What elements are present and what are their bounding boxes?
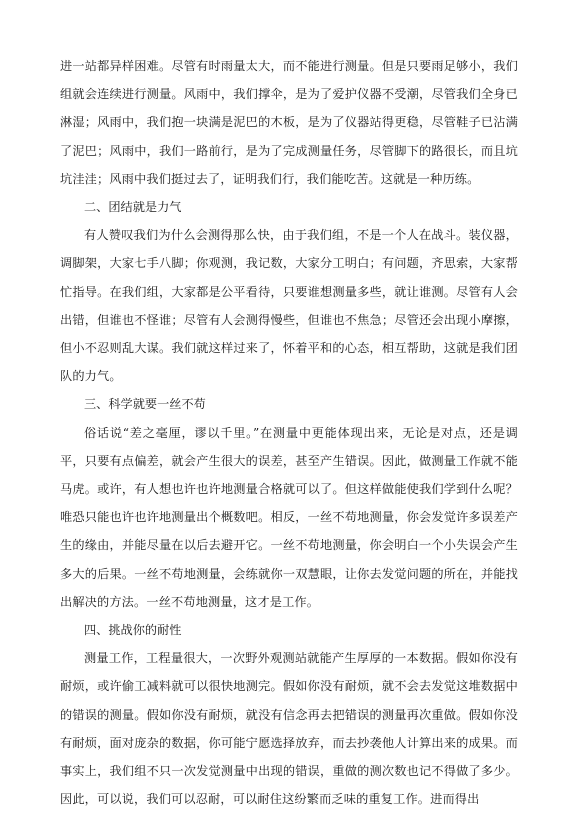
paragraph-rain-experience: 进一站都异样困难。尽管有时雨量太大，而不能进行测量。但是只要雨足够小，我们组就会连续进行测量。风雨中，我们撑伞，是为了爱护仪器不受潮，尽管我们全身已淋湿；风雨中，我们抱一块满是泥巴的木板，是为了仪器站得更稳，尽管鞋子已沾满了泥巴；风雨中，我们一路前行，是为了完成测量任务，尽管脚下的路很长，而且坑坑洼洼；风雨中我们挺过去了，证明我们行，我们能吃苦。这就是一种历练。 [60,59,518,186]
document-page [60,52,518,813]
paragraph-meticulous: 俗话说“差之毫厘，谬以千里。”在测量中更能体现出来，无论是对点，还是调平，只要有点偏差，就会产生很大的误差，甚至产生错误。因此，做测量工作就不能马虎。或许，有人想也许也许地测量合格就可以了。但这样做能使我们学到什么呢？唯恐只能也许也许地测量出个概数吧。相反，一丝不苟地测量，你会发觉许多误差产生的缘由，并能尽量在以后去避开它。一丝不苟地测量，你会明白一个小失误会产生多大的后果。一丝不苟地测量，会练就你一双慧眼，让你去发觉问题的所在，并能找出解决的方法。一丝不苟地测量，这才是工作。 [60,425,518,609]
paragraph-teamwork: 有人赞叹我们为什么会测得那么快，由于我们组，不是一个人在战斗。装仪器，调脚架，大家七手八脚；你观测，我记数，大家分工明白；有问题，齐思索，大家帮忙指导。在我们组，大家都是公平看待，只要谁想测量多些，就让谁测。尽管有人会出错，但谁也不怪谁；尽管有人会测得慢些，但谁也不焦急；尽管还会出现小摩擦，但小不忍则乱大谋。我们就这样过来了，怀着平和的心态，相互帮助，这就是我们团队的力气。 [60,228,518,384]
section-heading-patience: 四、挑战你的耐性 [84,623,182,638]
paragraph-patience: 测量工作，工程量很大，一次野外观测站就能产生厚厚的一本数据。假如你没有耐烦，或许偷工减料就可以很快地测完。假如你没有耐烦，就不会去发觉这堆数据中的错误的测量。假如你没有耐烦，就没有信念再去把错误的测量再次重做。假如你没有耐烦，面对庞杂的数据，你可能宁愿选择放弃，而去抄袭他人计算出来的成果。而事实上，我们组不只一次发觉测量中出现的错误，重做的测次数也记不得做了多少。因此，可以说，我们可以忍耐，可以耐住这纷繁而乏味的重复工作。进而得出 [60,651,518,807]
section-heading-science: 三、科学就要一丝不苟 [84,397,206,412]
section-heading-unity: 二、团结就是力气 [84,200,182,215]
